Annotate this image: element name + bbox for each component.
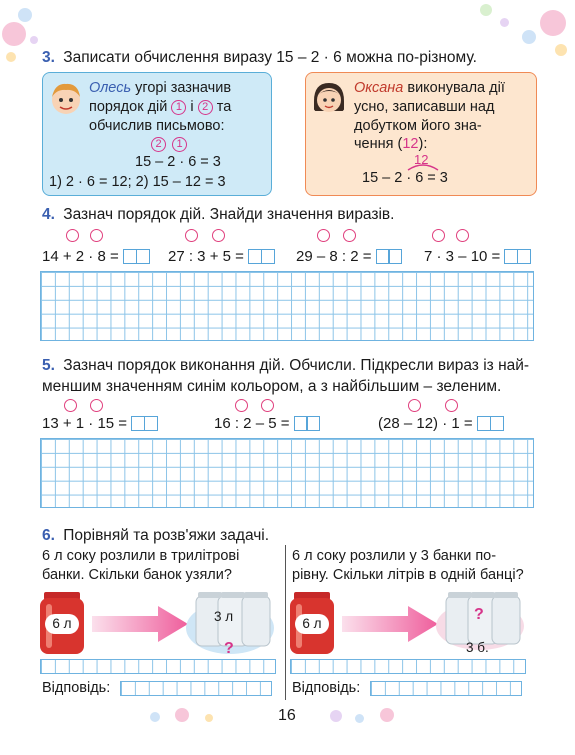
expression-text: 16 : 2 – 5 = — [214, 415, 290, 432]
order-circle[interactable] — [64, 399, 77, 412]
olesya-line2c: та — [216, 99, 232, 115]
task6-text: Порівняй та розв'яжи задачі. — [63, 527, 270, 544]
order-mark-2: 2 — [198, 100, 213, 115]
column-divider — [285, 545, 286, 700]
task4-work-grid[interactable] — [40, 271, 534, 341]
order-circle[interactable] — [445, 399, 458, 412]
task5-number: 5. — [42, 357, 55, 374]
oksana-over-value: 12 — [414, 152, 429, 167]
task5-text-line1: Зазнач порядок виконання дій. Обчисли. Підкресли вираз із най- — [63, 357, 530, 374]
olesya-line2a: порядок дій — [89, 99, 168, 115]
oksana-line2: усно, записавши над — [354, 99, 495, 115]
task4-text: Зазнач порядок дій. Знайди значення виразів. — [63, 206, 395, 223]
right-problem-line2: рівну. Скільки літрів в одній банці? — [292, 567, 524, 583]
task6-number: 6. — [42, 527, 55, 544]
task4-title — [42, 204, 394, 225]
order-circle[interactable] — [456, 229, 469, 242]
right-problem-line1: 6 л соку розлили у 3 банки по- — [292, 548, 497, 564]
left-answer-label: Відповідь: — [42, 680, 111, 696]
oksana-name: Оксана — [354, 80, 404, 96]
small-jar-label: 3 л — [214, 609, 234, 624]
order-circle[interactable] — [408, 399, 421, 412]
task5-title — [42, 355, 552, 376]
expression-text: 13 + 1 · 15 = — [42, 415, 128, 432]
olesya-box — [42, 72, 272, 196]
order-circle[interactable] — [212, 229, 225, 242]
left-answer-cells[interactable] — [120, 681, 272, 696]
order-circle[interactable] — [90, 229, 103, 242]
task6-left-problem — [42, 547, 239, 585]
answer-cell[interactable] — [517, 249, 531, 264]
oksana-line4b: ): — [418, 136, 428, 152]
task3-number: 3. — [42, 49, 55, 66]
right-solution-cells[interactable] — [290, 659, 526, 674]
oksana-line1: виконувала дії — [407, 80, 505, 96]
left-question-mark: ? — [224, 640, 234, 657]
olesya-line3: обчислив письмово: — [89, 118, 225, 134]
order-mark-1: 1 — [171, 100, 186, 115]
task3-text: Записати обчислення виразу 15 – 2 · 6 можна по-різному. — [63, 49, 477, 66]
right-big-jar-label: 6 л — [295, 614, 329, 634]
expression-text: 29 – 8 : 2 = — [296, 248, 372, 265]
jar-count-label: 3 б. — [466, 640, 489, 655]
oksana-expression: 15 – 2 · 6 = 3 — [362, 170, 448, 186]
oksana-box — [305, 72, 537, 196]
olesya-line1: угорі зазначив — [135, 80, 232, 96]
order-circle[interactable] — [317, 229, 330, 242]
order-mark-top-b: 1 — [172, 137, 187, 152]
order-circle[interactable] — [90, 399, 103, 412]
oksana-line4a: чення ( — [354, 136, 403, 152]
olesya-name: Олесь — [89, 80, 132, 96]
task5-work-grid[interactable] — [40, 438, 534, 508]
order-circle[interactable] — [432, 229, 445, 242]
answer-cell[interactable] — [306, 416, 320, 431]
task6-title — [42, 525, 269, 546]
left-problem-line2: банки. Скільки банок узяли? — [42, 567, 232, 583]
order-circle[interactable] — [66, 229, 79, 242]
expression-text: 27 : 3 + 5 = — [168, 248, 244, 265]
oksana-line3: добутком його зна- — [354, 118, 482, 134]
left-problem-line1: 6 л соку розлили в трилітрові — [42, 548, 240, 564]
task5-expression — [214, 415, 320, 433]
order-mark-top-a: 2 — [151, 137, 166, 152]
olesya-line2b: і — [190, 99, 194, 115]
task4-expression — [42, 248, 150, 266]
task5-title-line2: меншим значенням синім кольором, а з найбільшим – зеленим. — [42, 378, 502, 395]
task5-expression — [378, 415, 504, 433]
girl-avatar-icon — [310, 79, 348, 117]
boy-avatar-icon — [47, 79, 85, 117]
big-jar-label: 6 л — [45, 614, 79, 634]
expression-text: 14 + 2 · 8 = — [42, 248, 119, 265]
right-answer-label: Відповідь: — [292, 680, 361, 696]
task3-title — [42, 47, 477, 68]
answer-cell[interactable] — [144, 416, 158, 431]
right-answer-cells[interactable] — [370, 681, 522, 696]
task4-expression — [424, 248, 531, 266]
task6-right-problem — [292, 547, 524, 585]
order-circle[interactable] — [343, 229, 356, 242]
task4-expression — [168, 248, 275, 266]
order-circle[interactable] — [185, 229, 198, 242]
page-number: 16 — [278, 707, 296, 724]
order-circle[interactable] — [261, 399, 274, 412]
oksana-line4-value: 12 — [402, 136, 419, 152]
expression-text: 7 · 3 – 10 = — [424, 248, 501, 265]
left-solution-cells[interactable] — [40, 659, 276, 674]
answer-cell[interactable] — [136, 249, 150, 264]
answer-cell[interactable] — [490, 416, 504, 431]
task4-number: 4. — [42, 206, 55, 223]
olesya-steps: 1) 2 · 6 = 12; 2) 15 – 12 = 3 — [49, 174, 226, 190]
answer-cell[interactable] — [261, 249, 275, 264]
task4-expression — [296, 248, 402, 266]
expression-text: (28 – 12) · 1 = — [378, 415, 473, 432]
right-question-mark: ? — [474, 606, 484, 623]
order-circle[interactable] — [235, 399, 248, 412]
answer-cell[interactable] — [388, 249, 402, 264]
task5-expression — [42, 415, 158, 433]
olesya-expression: 15 – 2 · 6 = 3 — [135, 154, 221, 170]
